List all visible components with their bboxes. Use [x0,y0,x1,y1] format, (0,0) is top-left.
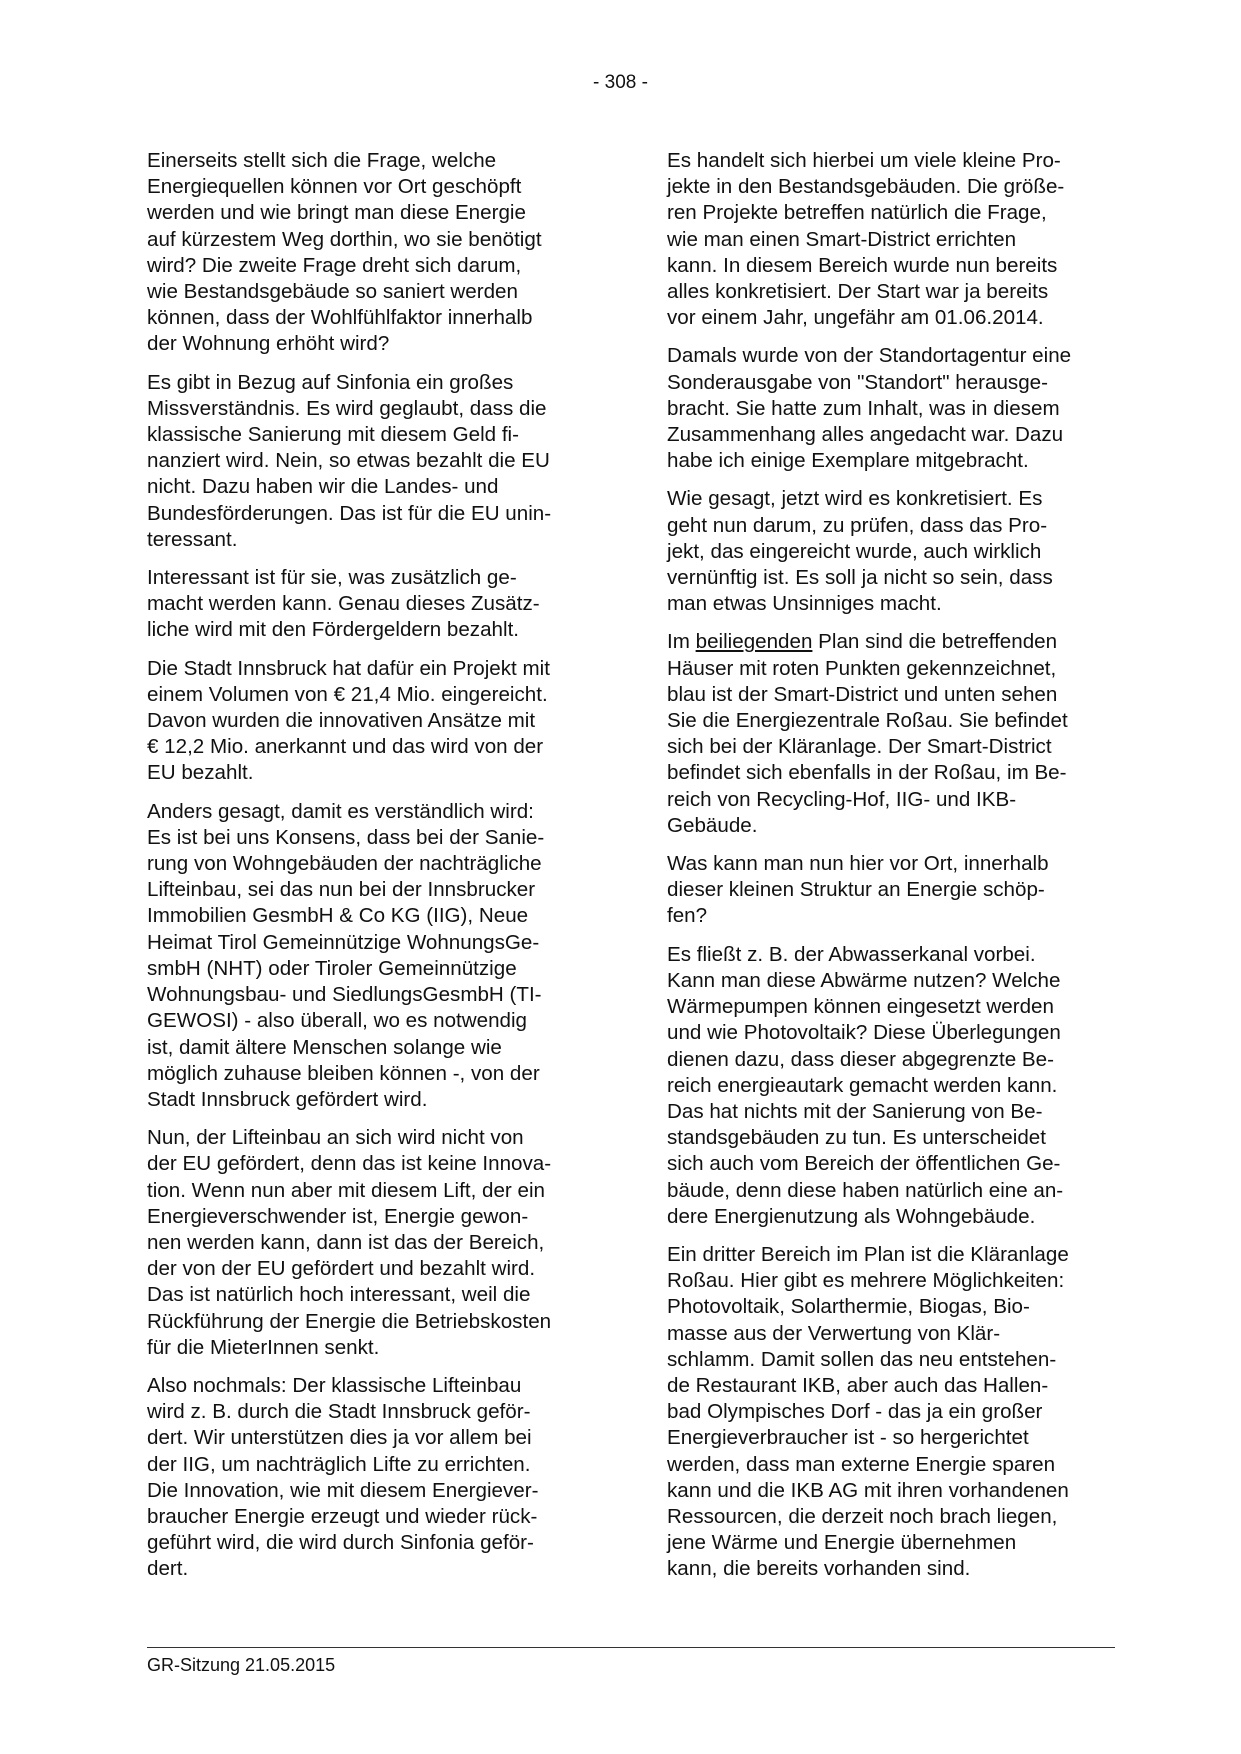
text-line: der von der EU gefördert und bezahlt wird. [147,1257,536,1281]
text-line: wie Bestandsgebäude so saniert werden [147,280,518,304]
text-line: braucher Energie erzeugt und wieder rück- [147,1504,538,1528]
text-line: einem Volumen von € 21,4 Mio. eingereicht. [147,682,548,706]
text-line: befindet sich ebenfalls in der Roßau, im Be- [667,761,1067,785]
text-line: Die Stadt Innsbruck hat dafür ein Projekt mit [147,656,550,680]
paragraph [147,799,599,1113]
text-line: kann. In diesem Bereich wurde nun bereits [667,253,1058,277]
text-line: können, dass der Wohlfühlfaktor innerhalb [147,306,533,330]
text-line: Energieverschwender ist, Energie gewon- [147,1204,529,1228]
plan-line-prefix: Im [667,630,696,654]
text-line: wird z. B. durch die Stadt Innsbruck geför- [147,1400,531,1424]
text-line: wie man einen Smart-District errichten [667,227,1017,251]
text-line: Das hat nichts mit der Sanierung von Be- [667,1099,1043,1123]
text-line: werden, dass man externe Energie sparen [667,1452,1056,1476]
paragraph [667,1242,1119,1583]
paragraph [147,565,599,644]
text-line: der EU gefördert, denn das ist keine Innova- [147,1152,552,1176]
text-line: dert. [147,1557,189,1581]
text-line: Sonderausgabe von "Standort" herausge- [667,370,1048,394]
text-line: fen? [667,904,708,928]
text-line: Gebäude. [667,813,758,837]
text-line: Es handelt sich hierbei um viele kleine Pro- [667,149,1061,172]
text-line: vor einem Jahr, ungefähr am 01.06.2014. [667,306,1044,330]
paragraph [667,942,1119,1230]
page-number: - 308 - [593,72,648,93]
text-line: Ressourcen, die derzeit noch brach liegen, [667,1504,1058,1528]
text-line: Rückführung der Energie die Betriebskosten [147,1309,552,1333]
text-line: teressant. [147,527,238,551]
text-line: jene Wärme und Energie übernehmen [667,1531,1017,1555]
text-line: Es ist bei uns Konsens, dass bei der Sanie- [147,825,545,849]
text-line: Lifteinbau, sei das nun bei der Innsbrucker [147,878,536,902]
paragraph [667,629,1119,839]
text-line: nanziert wird. Nein, so etwas bezahlt die EU [147,449,550,473]
text-line: Energiequellen können vor Ort geschöpft [147,175,522,199]
text-line: € 12,2 Mio. anerkannt und das wird von der [147,735,544,759]
text-line: Die Innovation, wie mit diesem Energiever- [147,1478,539,1502]
text-line: macht werden kann. Genau dieses Zusätz- [147,592,540,616]
text-line: Missverständnis. Es wird geglaubt, dass die [147,396,547,420]
text-line: Häuser mit roten Punkten gekennzeichnet, [667,656,1057,680]
text-line: Es fließt z. B. der Abwasserkanal vorbei. [667,942,1036,966]
text-line: bracht. Sie hatte zum Inhalt, was in diesem [667,396,1060,420]
text-line: Damals wurde von der Standortagentur eine [667,344,1072,368]
text-line: geführt wird, die wird durch Sinfonia geför- [147,1531,534,1555]
text-line: de Restaurant IKB, aber auch das Hallen- [667,1373,1049,1397]
text-line: alles konkretisiert. Der Start war ja bereits [667,280,1049,304]
text-line: man etwas Unsinniges macht. [667,592,942,616]
text-line: Photovoltaik, Solarthermie, Biogas, Bio- [667,1295,1030,1319]
text-line: der IIG, um nachträglich Lifte zu errichten. [147,1452,531,1476]
text-line: Zusammenhang alles angedacht war. Dazu [667,423,1064,447]
text-line: rung von Wohngebäuden der nachträgliche [147,852,542,876]
text-line: Stadt Innsbruck gefördert wird. [147,1087,428,1111]
text-line: Bundesförderungen. Das ist für die EU unin- [147,501,552,525]
text-line: wird? Die zweite Frage dreht sich darum, [147,253,522,277]
text-line: dienen dazu, dass dieser abgegrenzte Be- [667,1047,1054,1071]
text-line: schlamm. Damit sollen das neu entstehen- [667,1347,1057,1371]
text-line: jekte in den Bestandsgebäuden. Die größe- [667,175,1065,199]
text-line: auf kürzestem Weg dorthin, wo sie benötigt [147,227,542,251]
text-line: klassische Sanierung mit diesem Geld fi- [147,423,519,447]
text-line [667,629,1119,655]
text-line: blau ist der Smart-District und unten sehen [667,682,1058,706]
text-line: Also nochmals: Der klassische Lifteinbau [147,1373,522,1397]
text-line: smbH (NHT) oder Tiroler Gemeinnützige [147,956,517,980]
text-line: bäude, denn diese haben natürlich eine an- [667,1178,1064,1202]
text-line: reich energieautark gemacht werden kann. [667,1073,1058,1097]
paragraph [147,1125,599,1361]
paragraph [667,486,1119,617]
text-line: dere Energienutzung als Wohngebäude. [667,1204,1036,1228]
text-line: standsgebäuden zu tun. Es unterscheidet [667,1126,1046,1150]
text-line: kann, die bereits vorhanden sind. [667,1557,971,1581]
text-line: der Wohnung erhöht wird? [147,332,390,356]
text-line: habe ich einige Exemplare mitgebracht. [667,449,1029,473]
text-line: ren Projekte betreffen natürlich die Frage, [667,201,1047,225]
text-line: kann und die IKB AG mit ihren vorhandenen [667,1478,1069,1502]
paragraph [667,851,1119,930]
text-line: GEWOSI) - also überall, wo es notwendig [147,1009,527,1033]
text-line: für die MieterInnen senkt. [147,1335,380,1359]
paragraph [147,656,599,787]
text-line: reich von Recycling-Hof, IIG- und IKB- [667,787,1017,811]
text-line: Wie gesagt, jetzt wird es konkretisiert. Es [667,487,1043,511]
text-line: jekt, das eingereicht wurde, auch wirklich [667,539,1042,563]
text-line: tion. Wenn nun aber mit diesem Lift, der ein [147,1178,545,1202]
text-line: Ein dritter Bereich im Plan ist die Kläranlage [667,1242,1069,1266]
paragraph [667,148,1119,331]
text-line: sich auch vom Bereich der öffentlichen Ge- [667,1152,1061,1176]
text-line: Einerseits stellt sich die Frage, welche [147,149,497,172]
text-line: ist, damit ältere Menschen solange wie [147,1035,502,1059]
text-line: Sie die Energiezentrale Roßau. Sie befindet [667,709,1068,733]
text-line: nicht. Dazu haben wir die Landes- und [147,475,499,499]
text-line: bad Olympisches Dorf - das ja ein großer [667,1400,1043,1424]
beiliegenden-link[interactable]: beiliegenden [695,630,813,654]
text-line: geht nun darum, zu prüfen, dass das Pro- [667,513,1048,537]
text-line: nen werden kann, dann ist das der Bereich, [147,1230,545,1254]
text-line: Wohnungsbau- und SiedlungsGesmbH (TI- [147,983,542,1007]
text-line: Was kann man nun hier vor Ort, innerhalb [667,852,1049,876]
text-line: EU bezahlt. [147,761,254,785]
text-line: Immobilien GesmbH & Co KG (IIG), Neue [147,904,529,928]
paragraph [667,343,1119,474]
text-line: werden und wie bringt man diese Energie [147,201,526,225]
paragraph [147,1373,599,1583]
text-line: dert. Wir unterstützen dies ja vor allem bei [147,1426,532,1450]
plan-line-suffix: Plan sind die betreffenden [812,630,1058,654]
paragraph [147,370,599,553]
text-line: Das ist natürlich hoch interessant, weil die [147,1283,531,1307]
text-line: möglich zuhause bleiben können -, von der [147,1061,540,1085]
text-line: Wärmepumpen können eingesetzt werden [667,995,1054,1019]
left-column [147,148,599,1595]
text-line: Anders gesagt, damit es verständlich wird: [147,799,534,823]
text-line: sich bei der Kläranlage. Der Smart-District [667,735,1052,759]
text-line: Roßau. Hier gibt es mehrere Möglichkeiten: [667,1269,1065,1293]
text-line: Heimat Tirol Gemeinnützige WohnungsGe- [147,930,540,954]
footer-divider [147,1647,1115,1648]
text-line: liche wird mit den Fördergeldern bezahlt. [147,618,520,642]
text-line: vernünftig ist. Es soll ja nicht so sein, dass [667,566,1053,590]
text-line: dieser kleinen Struktur an Energie schöp- [667,878,1045,902]
paragraph [147,148,599,358]
text-line: Nun, der Lifteinbau an sich wird nicht von [147,1126,524,1150]
text-line: Interessant ist für sie, was zusätzlich ge- [147,566,517,590]
footer-session-date: GR-Sitzung 21.05.2015 [147,1655,336,1675]
text-line: masse aus der Verwertung von Klär- [667,1321,1001,1345]
text-line: und wie Photovoltaik? Diese Überlegungen [667,1021,1061,1045]
text-line: Energieverbraucher ist - so hergerichtet [667,1426,1029,1450]
text-line: Es gibt in Bezug auf Sinfonia ein großes [147,370,514,394]
text-line: Davon wurden die innovativen Ansätze mit [147,709,536,733]
text-line: Kann man diese Abwärme nutzen? Welche [667,968,1061,992]
right-column [667,148,1119,1595]
